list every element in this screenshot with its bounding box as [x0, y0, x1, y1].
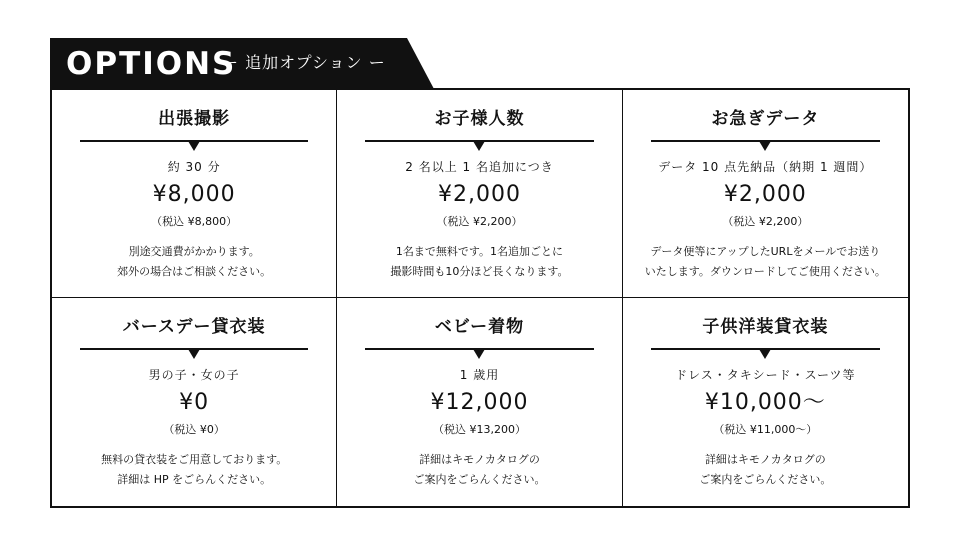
option-condition: 2 名以上 1 名追加につき [405, 160, 554, 174]
option-note-line: 別途交通費がかかります。 [128, 245, 260, 258]
option-card-on-location [52, 90, 337, 298]
triangle-pointer-icon [473, 141, 485, 151]
option-price: ¥12,000 [430, 390, 529, 415]
triangle-pointer-icon [759, 349, 771, 359]
option-title: お急ぎデータ [711, 109, 820, 129]
option-price-tax-included: （税込 ¥11,000〜） [713, 423, 818, 436]
option-price-tax-included: （税込 ¥2,200） [436, 215, 523, 228]
option-title: 出張撮影 [158, 109, 231, 129]
option-note [629, 450, 902, 490]
option-card-kids-western-costume [623, 298, 908, 506]
option-condition: 1 歳用 [459, 368, 500, 382]
option-price: ¥2,000 [438, 182, 521, 207]
option-note-line: 詳細はキモノカタログの [704, 453, 826, 466]
option-note [629, 242, 902, 282]
option-note-line: 詳細はキモノカタログの [419, 453, 540, 466]
page-subtitle: ー 追加オプション ー [222, 53, 386, 72]
option-price: ¥10,000〜 [704, 390, 826, 415]
options-grid [50, 88, 910, 508]
option-note-line: 撮影時間も10分ほど長くなります。 [390, 265, 569, 278]
triangle-pointer-icon [188, 141, 200, 151]
option-note-line: データ便等にアップしたURLをメールでお送り [650, 245, 881, 258]
triangle-pointer-icon [473, 349, 485, 359]
option-note-line: 1名まで無料です。1名追加ごとに [395, 245, 564, 258]
triangle-pointer-icon [188, 349, 200, 359]
option-condition: 約 30 分 [167, 160, 221, 174]
option-note [58, 242, 330, 282]
option-note-line: いたします。ダウンロードしてご使用ください。 [644, 265, 886, 278]
option-condition: ドレス・タキシード・スーツ等 [675, 368, 856, 382]
option-title: お子様人数 [434, 109, 525, 129]
option-price-tax-included: （税込 ¥8,800） [151, 215, 238, 228]
option-price-tax-included: （税込 ¥2,200） [722, 215, 809, 228]
option-note-line: 郊外の場合はご相談ください。 [117, 265, 272, 278]
option-price: ¥8,000 [152, 182, 236, 207]
option-card-express-data [623, 90, 908, 298]
page-title: OPTIONS [66, 46, 237, 82]
option-condition: 男の子・女の子 [148, 368, 240, 382]
option-title: 子供洋装貸衣装 [702, 317, 829, 337]
option-note [343, 242, 615, 282]
option-note-line: ご案内をごらんください。 [413, 473, 546, 486]
option-price-tax-included: （税込 ¥13,200） [433, 423, 526, 436]
option-note-line: 詳細は HP をごらんください。 [117, 473, 272, 486]
option-title: バースデー貸衣装 [122, 317, 266, 337]
option-price: ¥2,000 [723, 182, 807, 207]
option-card-baby-kimono [337, 298, 622, 506]
option-price: ¥0 [179, 390, 210, 415]
option-note [343, 450, 615, 490]
option-price-tax-included: （税込 ¥0） [163, 423, 225, 436]
option-title: ベビー着物 [434, 317, 525, 337]
option-note [58, 450, 330, 490]
option-note-line: 無料の貸衣装をご用意しております。 [101, 453, 288, 466]
option-condition: データ 10 点先納品（納期 1 週間） [658, 160, 873, 174]
option-card-extra-children [337, 90, 622, 298]
triangle-pointer-icon [759, 141, 771, 151]
option-note-line: ご案内をごらんください。 [699, 473, 832, 486]
option-card-birthday-costume [52, 298, 337, 506]
